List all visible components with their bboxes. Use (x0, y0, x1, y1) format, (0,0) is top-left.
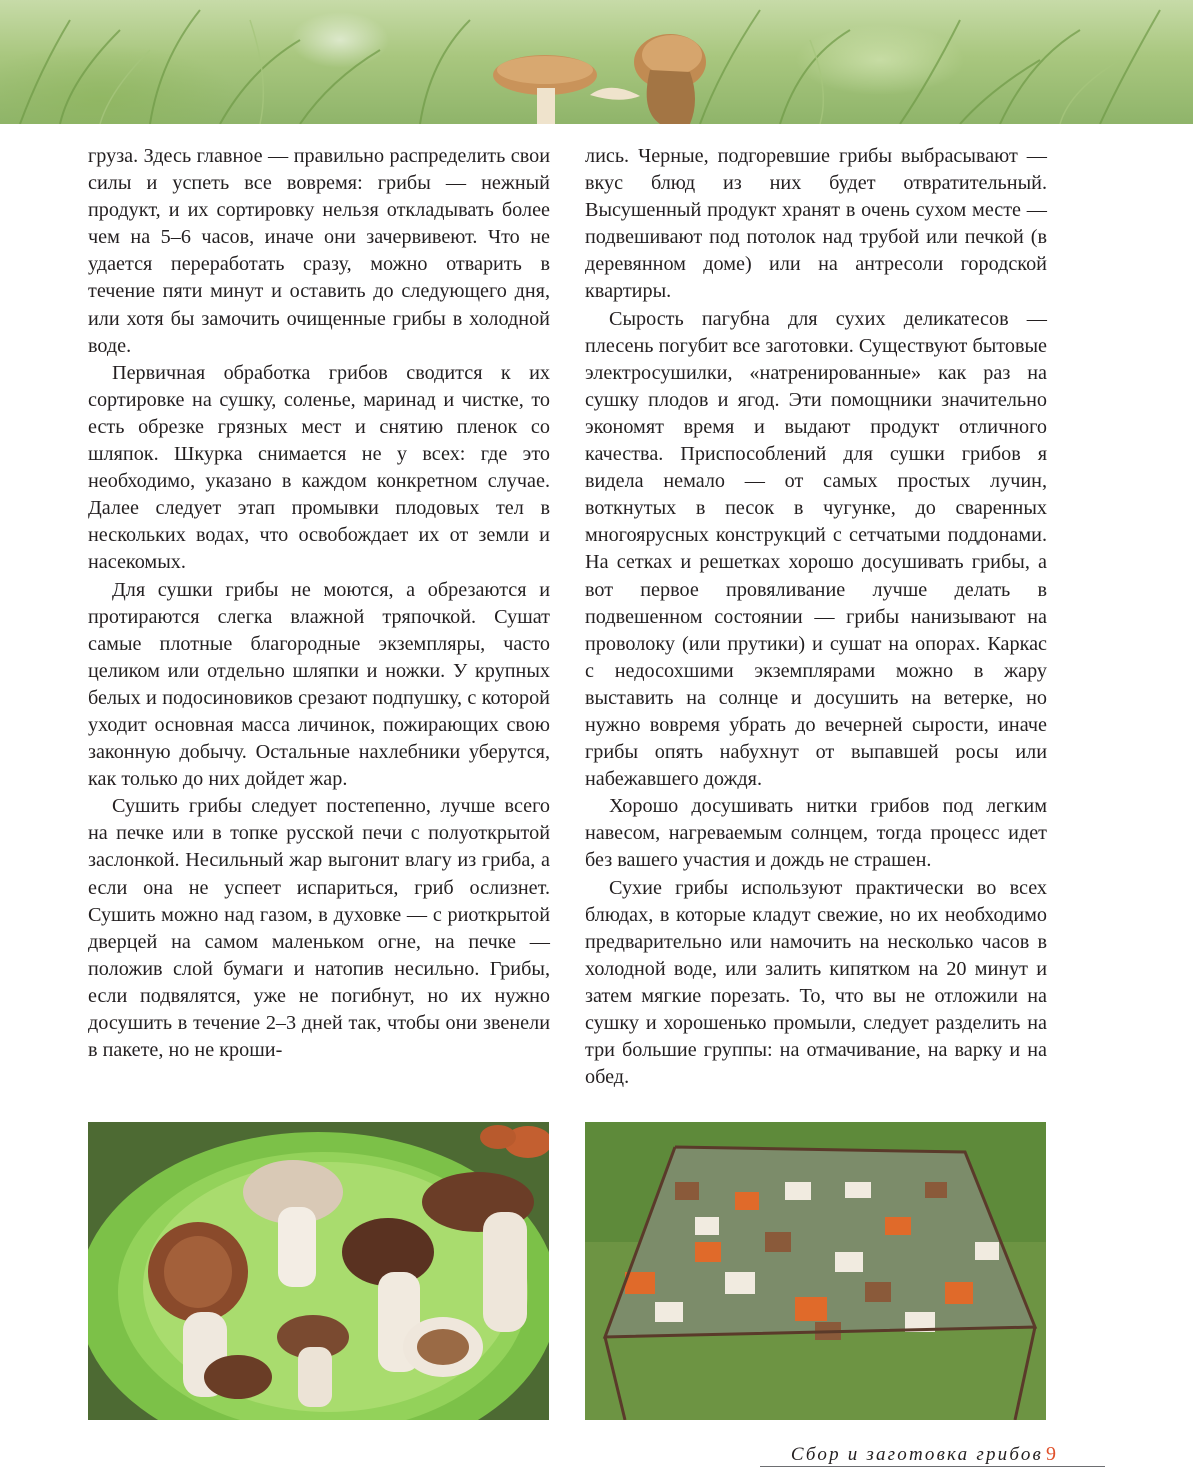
paragraph: Хорошо досушивать нитки грибов под легким навесом, нагреваемым солнцем, тогда процесс идет без вашего участия и дождь не страшен. (585, 795, 1047, 872)
header-banner-photo (0, 0, 1193, 124)
grass-mushroom-illustration (0, 0, 1193, 124)
mushroom-bowl-photo (88, 1122, 549, 1420)
paragraph: Первичная обработка грибов сводится к их сортировке на сушку, соленье, маринад и чистке, то есть обрезке грязных мест и снятию пленок со шляпок. Шкурка снимается не у всех: где это необходимо, указано в каждом конкретном случае. Далее следует этап промывки плодовых тел в нескольких водах, что освобождает их от земли и насекомых. (88, 361, 550, 574)
paragraph: Сушить грибы следует постепенно, лучше всего на печке или в топке русской печи с полуоткрытой заслонкой. Несильный жар выгонит влагу из гриба, а если она не успеет испариться, гриб ослизнет. Сушить можно над газом, в духовке — с риоткрытой дверцей на самом маленьком огне, на печке — положив слой бумаги и натопив несильно. Грибы, если подвялятся, уже не погибнут, но их нужно досушить в течение 2–3 дней так, чтобы они звенели в пакете, но не кроши- (88, 795, 550, 1062)
paragraph: лись. Черные, подгоревшие грибы выбрасывают — вкус блюд из них будет отвратительный. Высушенный продукт хранят в очень сухом месте — подвешивают под потолок над трубой или печкой (в деревянном доме) или на антресоли городской квартиры. (585, 145, 1047, 303)
paragraph: груза. Здесь главное — правильно распределить свои силы и успеть все вовремя: грибы — нежный продукт, и их сортировку нельзя откладывать более чем на 5–6 часов, иначе они зачервивеют. Что не удается переработать сразу, можно отварить в течение пяти минут и оставить до следующего дня, или хотя бы замочить очищенные грибы в холодной воде. (88, 145, 550, 357)
paragraph: Для сушки грибы не моются, а обрезаются и протираются слегка влажной тряпочкой. Сушат самые плотные благородные экземпляры, часто целиком или отдельно шляпки и ножки. У крупных белых и подосиновиков срезают подпушку, с которой уходит основная масса личинок, пожирающих свою законную добычу. Остальные нахлебники уберутся, как только до них дойдет жар. (88, 578, 550, 791)
drying-rack-illustration (585, 1122, 1046, 1420)
running-title: Сбор и заготовка грибов (790, 1444, 1043, 1465)
footer-rule (760, 1466, 1105, 1467)
mushroom-drying-rack-photo (585, 1122, 1046, 1420)
page-number: 9 (1046, 1443, 1056, 1465)
right-text-column (585, 143, 1047, 1091)
paragraph: Сырость пагубна для сухих деликатесов — плесень погубит все заготовки. Существуют бытовые электросушилки, «натренированные» как раз на сушку плодов и ягод. Эти помощники значительно экономят время и выдают продукт отличного качества. Приспособлений для сушки грибов я видела немало — от самых простых лучин, воткнутых в песок в чугунке, до сваренных многоярусных конструкций с сетчатыми поддонами. На сетках и решетках хорошо досушивать грибы, а вот первое провяливание лучше делать в подвешенном состоянии — грибы нанизывают на проволоку (или прутики) и сушат на опорах. Каркас с недосохшими экземплярами можно в жару выставить на солнце и досушить на ветерке, но нужно вовремя убрать до вечерней сырости, иначе грибы опять набухнут от выпавшей росы или набежавшего дождя. (585, 307, 1047, 791)
mushroom-bowl-illustration (88, 1122, 549, 1420)
paragraph: Сухие грибы используют практически во всех блюдах, в которые кладут свежие, но их необходимо предварительно или намочить на несколько часов в холодной воде, или залить кипятком на 20 минут и затем мягкие порезать. То, что вы не отложили на сушку и хорошенько промыли, следует разделить на три большие группы: на отмачивание, на варку и на обед. (585, 876, 1047, 1089)
left-text-column (88, 143, 550, 1064)
running-footer (760, 1441, 1105, 1469)
